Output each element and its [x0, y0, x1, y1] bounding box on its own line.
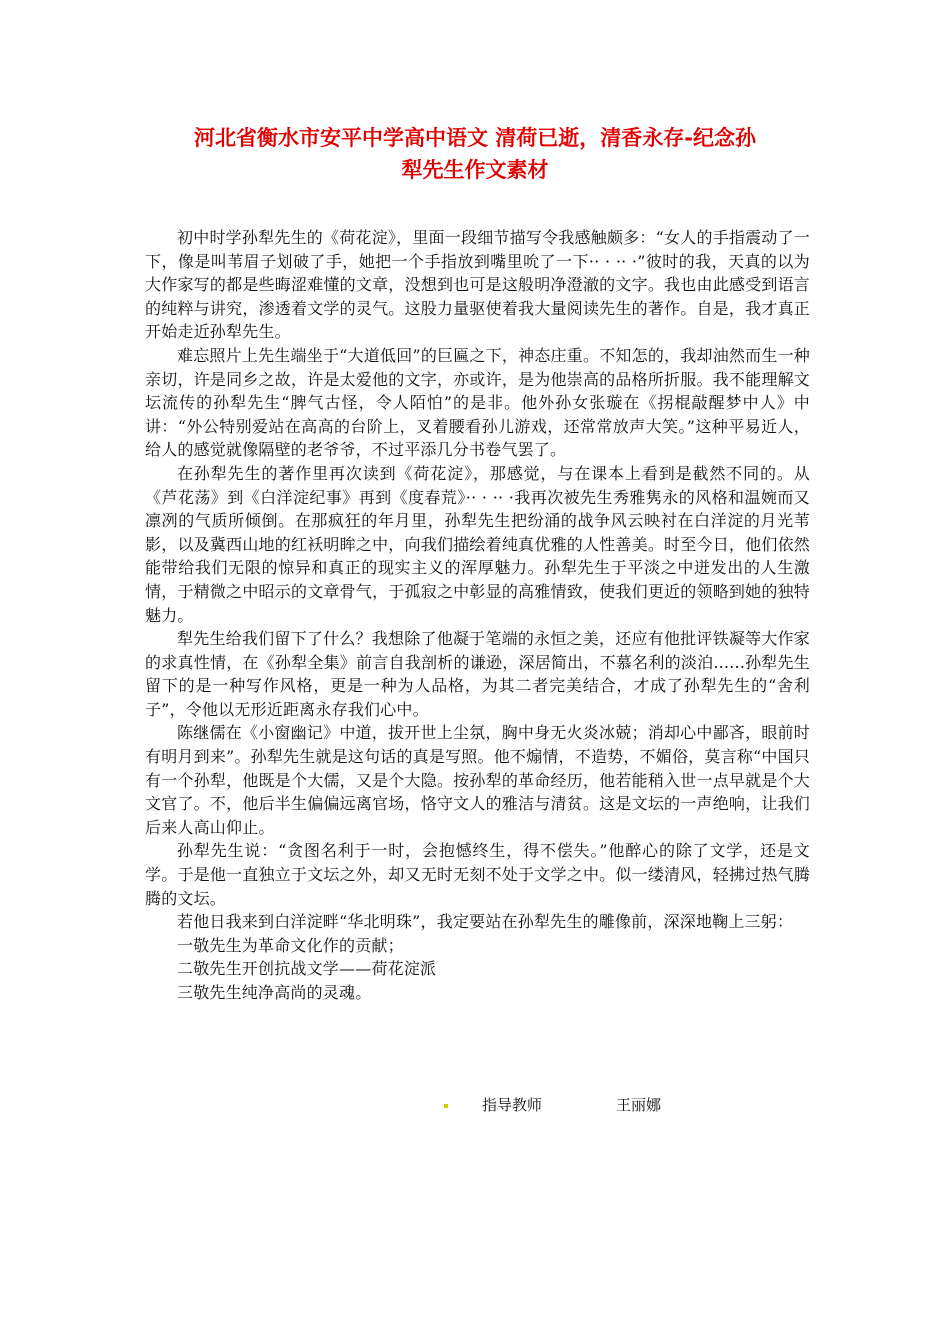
paragraph: 若他日我来到白洋淀畔“华北明珠”，我定要站在孙犁先生的雕像前，深深地鞠上三躬：: [177, 912, 794, 932]
title-line-1: 河北省衡水市安平中学高中语文 清荷已逝，清香永存-纪念孙: [193, 126, 757, 150]
title-line-2: 犁先生作文素材: [401, 158, 549, 182]
tribute-item: 三敬先生纯净高尚的灵魂。: [177, 983, 372, 1002]
marker-dot-icon: [444, 1104, 448, 1108]
paragraph: 孙犁先生说：“贪图名利于一时，会抱憾终生，得不偿失。”他醉心的除了文学，还是文学。于是他一直独立于文坛之外，却又无时无刻不处于文学之中。似一缕清风，轻拂过热气腾腾的文坛。: [145, 841, 810, 908]
paragraph: 犁先生给我们留下了什么？我想除了他凝于笔端的永恒之美，还应有他批评铁凝等大作家的求真性情，在《孙犁全集》前言自我剖析的谦逊，深居简出，不慕名利的淡泊......孙犁先生留下的是一种写作风格，更是一种为人品格，为其二者完美结合，才成了孙犁先生的“舍利子”，令他以无形近距离永存我们心中。: [145, 629, 810, 719]
tribute-item: 一敬先生为革命文化作的贡献；: [177, 935, 404, 955]
paragraph: 在孙犁先生的著作里再次读到《荷花淀》，那感觉，与在课本上看到是截然不同的。从《芦花荡》到《白洋淀纪事》再到《度春荒》·· · ·· ·我再次被先生秀雅隽永的风格和温婉而又凛冽的气质所倾倒。在那疯狂的年月里，孙犁先生把纷涌的战争风云映衬在白洋淀的月光苇影，以及冀西山地的红袄明眸之中，向我们描绘着纯真优雅的人性善美。时至今日，他们依然能带给我们无限的惊异和真正的现实主义的浑厚魅力。孙犁先生于平淡之中迸发出的人生激情，于精微之中昭示的文章骨气，于孤寂之中彰显的高雅情致，使我们更近的领略到她的独特魅力。: [145, 463, 810, 625]
document-title: [150, 122, 800, 186]
signature-name: 王丽娜: [616, 1096, 662, 1114]
article-body: [145, 226, 810, 1005]
paragraph: 难忘照片上先生端坐于“大道低回”的巨匾之下，神态庄重。不知怎的，我却油然而生一种亲切，许是同乡之故，许是太爱他的文字，亦或许，是为他崇高的品格所折服。我不能理解文坛流传的孙犁先生“脾气古怪，令人陌怕”的是非。他外孙女张璇在《拐棍敲醒梦中人》中讲：“外公特别爱站在高高的台阶上，叉着腰看孙儿游戏，还常常放声大笑。”这种平易近人，给人的感觉就像隔壁的老爷爷，不过平添几分书卷气罢了。: [145, 345, 810, 460]
signature-label: 指导教师: [482, 1096, 543, 1114]
paragraph: 陈继儒在《小窗幽记》中道，拔开世上尘氛，胸中身无火炎冰兢；消却心中鄙吝，眼前时有明月到来”。孙犁先生就是这句话的真是写照。他不煽情，不造势，不媚俗，莫言称“中国只有一个孙犁，他既是个大儒，又是个大隐。按孙犁的革命经历，他若能稍入世一点早就是个大文官了。不，他后半生偏偏远离官场，恪守文人的雅洁与清贫。这是文坛的一声绝响，让我们后来人高山仰止。: [145, 723, 810, 837]
paragraph: 初中时学孙犁先生的《荷花淀》，里面一段细节描写令我感触颇多：“女人的手指震动了一下，像是叫苇眉子划破了手，她把一个手指放到嘴里吮了一下·· · ·· ·”彼时的我，天真的以为大作家写的都是些晦涩难懂的文章，没想到也可是这般明净澄澈的文字。我也由此感受到语言的纯粹与讲究，渗透着文学的灵气。这股力量驱使着我大量阅读先生的著作。自是，我才真正开始走近孙犁先生。: [145, 228, 810, 342]
tribute-list: [145, 934, 810, 1005]
signature-line: [444, 1094, 661, 1116]
tribute-item: 二敬先生开创抗战文学——荷花淀派: [177, 959, 437, 979]
